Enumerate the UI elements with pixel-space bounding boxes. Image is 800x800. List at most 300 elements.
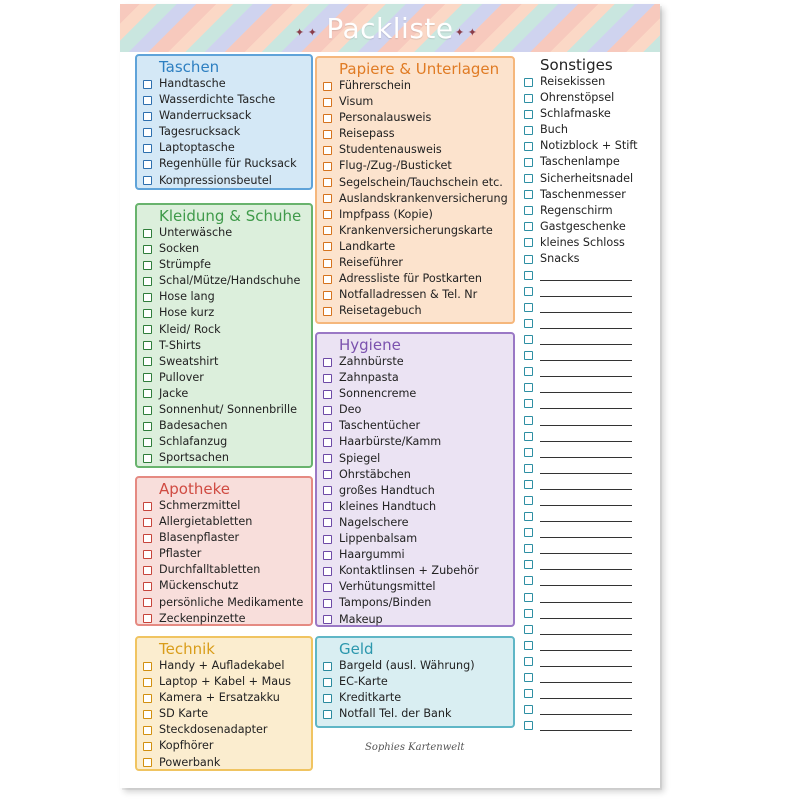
checklist-item[interactable] [143, 305, 300, 321]
checkbox-icon[interactable] [524, 496, 533, 505]
checkbox-icon[interactable] [323, 406, 332, 415]
checkbox-icon[interactable] [323, 130, 332, 139]
checkbox-icon[interactable] [143, 742, 152, 751]
checklist-item-label: Gastgeschenke [540, 219, 626, 233]
checkbox-icon[interactable] [524, 560, 533, 569]
checkbox-icon[interactable] [524, 94, 533, 103]
checklist-item[interactable] [143, 434, 300, 450]
checkbox-icon[interactable] [143, 112, 152, 121]
checklist-item[interactable] [323, 483, 479, 499]
checklist-item-label: Pflaster [159, 547, 202, 561]
checklist-item[interactable] [323, 579, 479, 595]
checkbox-icon[interactable] [524, 303, 533, 312]
checklist-item[interactable] [524, 203, 637, 219]
checklist-item[interactable] [143, 173, 297, 189]
blank-checklist-item[interactable] [524, 380, 637, 396]
checklist-item[interactable] [323, 547, 479, 563]
checklist-item[interactable] [323, 595, 479, 611]
checkbox-icon[interactable] [143, 566, 152, 575]
checkbox-icon[interactable] [524, 142, 533, 151]
checklist-item[interactable] [323, 78, 508, 94]
checklist-item-label: kleines Schloss [540, 235, 625, 249]
checkbox-icon[interactable] [323, 374, 332, 383]
checkbox-icon[interactable] [143, 277, 152, 286]
checkbox-icon[interactable] [524, 416, 533, 425]
checkbox-icon[interactable] [143, 678, 152, 687]
checklist-item[interactable] [524, 106, 637, 122]
checkbox-icon[interactable] [524, 544, 533, 553]
write-line[interactable] [540, 592, 632, 603]
checkbox-icon[interactable] [143, 662, 152, 671]
checkbox-icon[interactable] [143, 245, 152, 254]
checkbox-icon[interactable] [323, 518, 332, 527]
checkbox-icon[interactable] [143, 128, 152, 137]
checklist-item[interactable] [143, 450, 300, 466]
checklist-item-label: Schlafanzug [159, 435, 228, 449]
checklist-item[interactable] [323, 706, 475, 722]
write-line[interactable] [540, 720, 632, 731]
blank-checklist-item[interactable] [524, 718, 637, 734]
checkbox-icon[interactable] [143, 325, 152, 334]
checklist-item[interactable] [323, 303, 508, 319]
checklist-item[interactable] [143, 354, 300, 370]
checkbox-icon[interactable] [143, 357, 152, 366]
checkbox-icon[interactable] [323, 82, 332, 91]
section-geld [315, 636, 515, 728]
checkbox-icon[interactable] [323, 358, 332, 367]
blank-checklist-item[interactable] [524, 686, 637, 702]
checkbox-icon[interactable] [524, 206, 533, 215]
checkbox-icon[interactable] [143, 373, 152, 382]
checkbox-icon[interactable] [323, 567, 332, 576]
checklist-item[interactable] [143, 289, 300, 305]
write-line[interactable] [540, 479, 632, 490]
checklist-item[interactable] [323, 658, 475, 674]
write-line[interactable] [540, 382, 632, 393]
write-line[interactable] [540, 640, 632, 651]
write-line[interactable] [540, 431, 632, 442]
checklist-item-label: Wasserdichte Tasche [159, 93, 276, 107]
checkbox-icon[interactable] [323, 210, 332, 219]
checklist-item[interactable] [323, 158, 508, 174]
checkbox-icon[interactable] [524, 383, 533, 392]
checkbox-icon[interactable] [524, 126, 533, 135]
section-title: Technik [159, 640, 215, 658]
checklist-item[interactable] [323, 126, 508, 142]
checklist-item[interactable] [143, 225, 300, 241]
write-line[interactable] [540, 463, 632, 474]
checklist-item-label: Auslandskrankenversicherung [339, 191, 508, 205]
checkbox-icon[interactable] [524, 705, 533, 714]
write-line[interactable] [540, 672, 632, 683]
checkbox-icon[interactable] [524, 432, 533, 441]
blank-checklist-item[interactable] [524, 702, 637, 718]
checkbox-icon[interactable] [323, 599, 332, 608]
checklist-item[interactable] [143, 530, 303, 546]
blank-checklist-item[interactable] [524, 267, 637, 283]
checklist-item-label: Badesachen [159, 419, 228, 433]
checklist-item[interactable] [323, 418, 479, 434]
checklist-item[interactable] [524, 251, 637, 267]
checklist-item[interactable] [323, 354, 479, 370]
checkbox-icon[interactable] [323, 454, 332, 463]
checklist-item[interactable] [323, 467, 479, 483]
checklist-item[interactable] [143, 498, 303, 514]
checkbox-icon[interactable] [524, 190, 533, 199]
checkbox-icon[interactable] [323, 242, 332, 251]
checkbox-icon[interactable] [323, 178, 332, 187]
checkbox-icon[interactable] [323, 615, 332, 624]
blank-checklist-item[interactable] [524, 428, 637, 444]
checkbox-icon[interactable] [524, 528, 533, 537]
blank-checklist-item[interactable] [524, 364, 637, 380]
checklist-item-label: Mückenschutz [159, 579, 239, 593]
checkbox-icon[interactable] [323, 710, 332, 719]
checkbox-icon[interactable] [143, 261, 152, 270]
checkbox-icon[interactable] [143, 96, 152, 105]
checkbox-icon[interactable] [524, 448, 533, 457]
checkbox-icon[interactable] [323, 662, 332, 671]
write-line[interactable] [540, 415, 632, 426]
checklist-item[interactable] [323, 287, 508, 303]
checklist-item[interactable] [323, 175, 508, 191]
checklist-item[interactable] [143, 418, 300, 434]
blank-checklist-item[interactable] [524, 637, 637, 653]
checkbox-icon[interactable] [143, 582, 152, 591]
write-line[interactable] [540, 270, 632, 281]
blank-checklist-item[interactable] [524, 444, 637, 460]
checklist-item[interactable] [143, 658, 291, 674]
checklist-item[interactable] [143, 514, 303, 530]
checkbox-icon[interactable] [524, 625, 533, 634]
checklist-item[interactable] [143, 108, 297, 124]
checkbox-icon[interactable] [143, 614, 152, 623]
checkbox-icon[interactable] [143, 176, 152, 185]
checkbox-icon[interactable] [524, 480, 533, 489]
blank-checklist-item[interactable] [524, 541, 637, 557]
blank-checklist-item[interactable] [524, 396, 637, 412]
checklist-item-label: Verhütungsmittel [339, 580, 436, 594]
checklist-item[interactable] [524, 219, 637, 235]
checklist-item[interactable] [524, 171, 637, 187]
checkbox-icon[interactable] [524, 174, 533, 183]
checkbox-icon[interactable] [524, 609, 533, 618]
checklist-item[interactable] [143, 690, 291, 706]
write-line[interactable] [540, 366, 632, 377]
blank-checklist-item[interactable] [524, 605, 637, 621]
write-line[interactable] [540, 656, 632, 667]
checklist-item-label: Notizblock + Stift [540, 139, 638, 153]
checkbox-icon[interactable] [323, 307, 332, 316]
write-line[interactable] [540, 350, 632, 361]
checklist-item[interactable] [323, 434, 479, 450]
checklist-item-label: Reiseführer [339, 256, 403, 270]
blank-checklist-item[interactable] [524, 621, 637, 637]
checkbox-icon[interactable] [323, 259, 332, 268]
checkbox-icon[interactable] [143, 160, 152, 169]
write-line[interactable] [540, 511, 632, 522]
checkbox-icon[interactable] [143, 389, 152, 398]
section-title: Taschen [159, 58, 220, 76]
decoration-left-icon: ✦ ✦ [295, 26, 317, 39]
checkbox-icon[interactable] [524, 287, 533, 296]
checkbox-icon[interactable] [323, 678, 332, 687]
checklist-item[interactable] [323, 255, 508, 271]
checklist-item[interactable] [323, 531, 479, 547]
checklist-item[interactable] [143, 595, 303, 611]
checklist-item[interactable] [143, 338, 300, 354]
checkbox-icon[interactable] [323, 438, 332, 447]
checklist-item[interactable] [323, 674, 475, 690]
checkbox-icon[interactable] [143, 534, 152, 543]
checklist-item-label: Allergietabletten [159, 515, 253, 529]
checklist-item[interactable] [143, 706, 291, 722]
checklist-item[interactable] [143, 156, 297, 172]
blank-checklist-item[interactable] [524, 573, 637, 589]
checklist-item[interactable] [323, 239, 508, 255]
checklist-item-label: Zeckenpinzette [159, 611, 246, 625]
write-line[interactable] [540, 543, 632, 554]
blank-checklist-item[interactable] [524, 525, 637, 541]
write-line[interactable] [540, 495, 632, 506]
blank-checklist-item[interactable] [524, 557, 637, 573]
checklist-item[interactable] [524, 74, 637, 90]
signature-logo: Sophies Kartenwelt [365, 742, 465, 753]
checkbox-icon[interactable] [323, 470, 332, 479]
write-line[interactable] [540, 318, 632, 329]
blank-checklist-item[interactable] [524, 315, 637, 331]
checklist-item[interactable] [323, 402, 479, 418]
write-line[interactable] [540, 608, 632, 619]
checkbox-icon[interactable] [143, 518, 152, 527]
checkbox-icon[interactable] [143, 438, 152, 447]
checkbox-icon[interactable] [524, 271, 533, 280]
write-line[interactable] [540, 704, 632, 715]
checklist-item[interactable] [323, 142, 508, 158]
write-line[interactable] [540, 688, 632, 699]
blank-checklist-item[interactable] [524, 283, 637, 299]
checklist-item-label: Unterwäsche [159, 226, 233, 239]
checkbox-icon[interactable] [323, 146, 332, 155]
checklist-item-label: Regenhülle für Rucksack [159, 157, 297, 171]
checklist-item[interactable] [143, 386, 300, 402]
checkbox-icon[interactable] [143, 454, 152, 463]
checkbox-icon[interactable] [524, 689, 533, 698]
blank-checklist-item[interactable] [524, 509, 637, 525]
blank-checklist-item[interactable] [524, 348, 637, 364]
checkbox-icon[interactable] [323, 98, 332, 107]
write-line[interactable] [540, 527, 632, 538]
checklist-item-label: Kontaktlinsen + Zubehör [339, 564, 479, 578]
checkbox-icon[interactable] [143, 726, 152, 735]
checklist-item[interactable] [323, 110, 508, 126]
section-title: Papiere & Unterlagen [339, 60, 500, 78]
checklist-item[interactable] [524, 90, 637, 106]
checkbox-icon[interactable] [323, 486, 332, 495]
checkbox-icon[interactable] [524, 158, 533, 167]
checkbox-icon[interactable] [143, 502, 152, 511]
checkbox-icon[interactable] [524, 399, 533, 408]
checklist-item[interactable] [323, 690, 475, 706]
checklist-item-label: Reisepass [339, 127, 395, 141]
checklist-item[interactable] [143, 674, 291, 690]
checklist-item[interactable] [143, 755, 291, 771]
checklist-item-label: T-Shirts [159, 338, 201, 352]
checklist-item[interactable] [143, 273, 300, 289]
checklist-item[interactable] [143, 124, 297, 140]
blank-checklist-item[interactable] [524, 492, 637, 508]
checkbox-icon[interactable] [323, 114, 332, 123]
write-line[interactable] [540, 302, 632, 313]
write-line[interactable] [540, 575, 632, 586]
checklist-item-label: Kamera + Ersatzakku [159, 691, 280, 705]
checkbox-icon[interactable] [323, 422, 332, 431]
checkbox-icon[interactable] [524, 593, 533, 602]
checkbox-icon[interactable] [143, 80, 152, 89]
checkbox-icon[interactable] [524, 335, 533, 344]
checklist-item[interactable] [143, 402, 300, 418]
checkbox-icon[interactable] [524, 641, 533, 650]
checklist-item-label: Kleid/ Rock [159, 322, 221, 336]
write-line[interactable] [540, 559, 632, 570]
checkbox-icon[interactable] [323, 694, 332, 703]
checkbox-icon[interactable] [524, 657, 533, 666]
checklist-item[interactable] [143, 257, 300, 273]
checklist-item[interactable] [143, 578, 303, 594]
checkbox-icon[interactable] [323, 551, 332, 560]
checkbox-icon[interactable] [524, 238, 533, 247]
checkbox-icon[interactable] [323, 291, 332, 300]
blank-checklist-item[interactable] [524, 412, 637, 428]
checklist-item[interactable] [323, 271, 508, 287]
checklist-item[interactable] [323, 563, 479, 579]
checklist-item-label: Socken [159, 242, 200, 256]
checkbox-icon[interactable] [323, 535, 332, 544]
checkbox-icon[interactable] [143, 422, 152, 431]
checkbox-icon[interactable] [524, 319, 533, 328]
write-line[interactable] [540, 624, 632, 635]
checkbox-icon[interactable] [143, 144, 152, 153]
checkbox-icon[interactable] [524, 721, 533, 730]
checklist-item[interactable] [524, 154, 637, 170]
checklist-item-label: großes Handtuch [339, 483, 435, 497]
checklist-item[interactable] [143, 76, 297, 92]
checkbox-icon[interactable] [524, 673, 533, 682]
checkbox-icon[interactable] [323, 162, 332, 171]
striped-header [120, 4, 660, 52]
checklist-item[interactable] [323, 94, 508, 110]
checklist-item[interactable] [524, 235, 637, 251]
checkbox-icon[interactable] [323, 194, 332, 203]
checklist-item-label: Studentenausweis [339, 143, 442, 157]
checklist-item[interactable] [323, 515, 479, 531]
checkbox-icon[interactable] [524, 367, 533, 376]
checklist-item-label: Strümpfe [159, 258, 211, 272]
checklist-item-label: Taschentücher [339, 419, 421, 433]
blank-checklist-item[interactable] [524, 476, 637, 492]
checklist-item[interactable] [524, 138, 637, 154]
checkbox-icon[interactable] [524, 110, 533, 119]
checkbox-icon[interactable] [323, 390, 332, 399]
write-line[interactable] [540, 334, 632, 345]
checklist-item[interactable] [143, 722, 291, 738]
checkbox-icon[interactable] [143, 550, 152, 559]
checkbox-icon[interactable] [143, 229, 152, 238]
checkbox-icon[interactable] [143, 293, 152, 302]
checkbox-icon[interactable] [143, 406, 152, 415]
checkbox-icon[interactable] [143, 694, 152, 703]
checklist-item-label: Hose kurz [159, 306, 215, 320]
blank-checklist-item[interactable] [524, 332, 637, 348]
checklist-item-label: Deo [339, 403, 362, 417]
checkbox-icon[interactable] [524, 464, 533, 473]
checkbox-icon[interactable] [323, 583, 332, 592]
checklist-item[interactable] [143, 611, 303, 627]
checklist-item[interactable] [323, 451, 479, 467]
checkbox-icon[interactable] [524, 78, 533, 87]
checkbox-icon[interactable] [524, 576, 533, 585]
checklist-item[interactable] [524, 187, 637, 203]
checklist-item[interactable] [323, 207, 508, 223]
checklist-item[interactable] [143, 370, 300, 386]
checklist-item-label: Blasenpflaster [159, 531, 240, 545]
checklist [323, 354, 479, 628]
blank-checklist-item[interactable] [524, 460, 637, 476]
blank-checklist-item[interactable] [524, 299, 637, 315]
checklist-item[interactable] [323, 612, 479, 628]
write-line[interactable] [540, 286, 632, 297]
blank-checklist-item[interactable] [524, 589, 637, 605]
checklist-item[interactable] [323, 370, 479, 386]
checklist-item[interactable] [143, 738, 291, 754]
checklist-item-label: Segelschein/Tauchschein etc. [339, 175, 503, 189]
checklist-item[interactable] [143, 546, 303, 562]
checkbox-icon[interactable] [143, 710, 152, 719]
checklist-item[interactable] [323, 499, 479, 515]
checkbox-icon[interactable] [524, 351, 533, 360]
checklist-item[interactable] [323, 386, 479, 402]
section-title: Hygiene [339, 336, 401, 354]
checkbox-icon[interactable] [143, 758, 152, 767]
checkbox-icon[interactable] [524, 512, 533, 521]
checklist-item[interactable] [143, 140, 297, 156]
checkbox-icon[interactable] [524, 255, 533, 264]
checklist-item[interactable] [143, 562, 303, 578]
blank-checklist-item[interactable] [524, 653, 637, 669]
checklist-item[interactable] [323, 223, 508, 239]
checkbox-icon[interactable] [323, 226, 332, 235]
checkbox-icon[interactable] [143, 341, 152, 350]
blank-checklist-item[interactable] [524, 669, 637, 685]
write-line[interactable] [540, 398, 632, 409]
checklist-item-label: Kopfhörer [159, 739, 214, 753]
checklist-item[interactable] [143, 322, 300, 338]
checkbox-icon[interactable] [323, 275, 332, 284]
checkbox-icon[interactable] [143, 309, 152, 318]
checkbox-icon[interactable] [143, 598, 152, 607]
checklist [143, 76, 297, 189]
checklist-item-label: Impfpass (Kopie) [339, 207, 433, 221]
checklist-item[interactable] [524, 122, 637, 138]
checklist-item[interactable] [143, 92, 297, 108]
checklist-item-label: Snacks [540, 252, 580, 266]
checkbox-icon[interactable] [323, 502, 332, 511]
checklist-item[interactable] [323, 191, 508, 207]
checklist-item-label: Tagesrucksack [159, 125, 241, 139]
checklist-item[interactable] [143, 241, 300, 257]
checkbox-icon[interactable] [524, 222, 533, 231]
write-line[interactable] [540, 447, 632, 458]
